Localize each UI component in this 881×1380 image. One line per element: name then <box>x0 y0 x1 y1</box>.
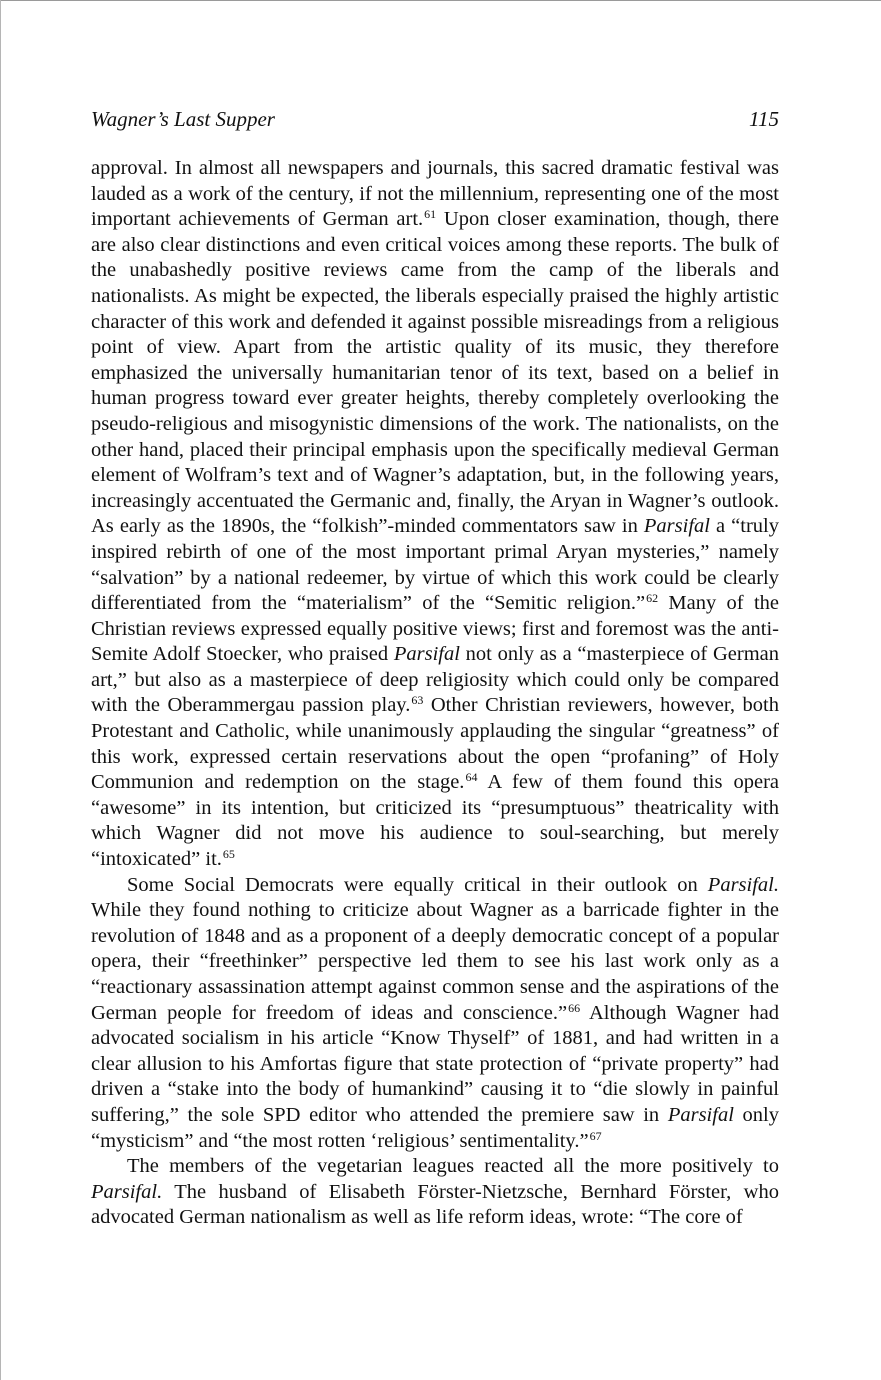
text-run: not only as a “masterpiece of German art,” but also as a masterpiece of deep religiosity which could only be compared with the Oberammergau passion play. <box>91 643 779 717</box>
running-title: Wagner’s Last Supper <box>91 107 275 131</box>
text-run: Although Wagner had advocated socialism in his article “Know Thyself” of 1881, and had written in a clear allusion to his Amfortas figure that state protection of “private property” had driven a “stake into the body of humankind” causing it to “die slowly in painful suffering,” the sole SPD editor who attended the premiere saw in <box>91 1001 779 1126</box>
italic-title: Parsifal. <box>707 873 779 896</box>
body-text <box>91 156 779 1231</box>
footnote-ref-63: 63 <box>411 693 424 708</box>
italic-title: Parsifal <box>393 643 460 666</box>
footnote-ref-64: 64 <box>465 770 478 785</box>
footnote-ref-66: 66 <box>568 1000 581 1015</box>
text-run: The members of the vegetarian leagues reacted all the more positively to <box>127 1155 779 1178</box>
text-run: a “truly inspired rebirth of one of the most important primal Aryan mysteries,” namely “salvation” by a national redeemer, by virtue of which this work could be clearly differentiated from the “materialism” of the “Semitic religion.” <box>91 515 779 615</box>
text-run: A few of them found this opera “awesome” in its intention, but criticized its “presumptuous” theatricality with which Wagner did not move his audience to soul-searching, but merely “intoxicated” it. <box>91 771 779 871</box>
text-run: approval. In almost all newspapers and journals, this sacred dramatic festival was lauded as a work of the century, if not the millennium, representing one of the most important achievements of German art. <box>91 157 779 231</box>
footnote-ref-65: 65 <box>222 847 235 862</box>
paragraph-3 <box>91 1154 779 1231</box>
footnote-ref-67: 67 <box>589 1128 602 1143</box>
footnote-ref-61: 61 <box>424 207 437 222</box>
text-run: While they found nothing to criticize about Wagner as a barricade fighter in the revolution of 1848 and as a proponent of a deeply democratic concept of a popular opera, their “freethinker” perspective led them to see his last work only as a “reactionary assassination attempt against common sense and the aspirations of the German people for freedom of ideas and conscience.” <box>91 899 779 1024</box>
paragraph-1 <box>91 156 779 873</box>
text-run: Some Social Democrats were equally critical in their outlook on <box>127 873 708 896</box>
page-number: 115 <box>749 107 779 131</box>
footnote-ref-62: 62 <box>646 591 659 606</box>
paragraph-2 <box>91 873 779 1155</box>
text-run: The husband of Elisabeth Förster-Nietzsche, Bernhard Förster, who advocated German nationalism as well as life reform ideas, wrote: “The core of <box>91 1180 779 1229</box>
italic-title: Parsifal <box>643 515 710 538</box>
italic-title: Parsifal <box>667 1103 734 1126</box>
text-run: only “mysticism” and “the most rotten ‘religious’ sentimentality.” <box>91 1103 779 1152</box>
text-run: Upon closer examination, though, there are also clear distinctions and even critical voices among these reports. The bulk of the unabashedly positive reviews came from the camp of the liberals and nationalists. As might be expected, the liberals especially praised the highly artistic character of this work and defended it against possible misreadings from a religious point of view. Apart from the artistic quality of its music, they therefore emphasized the universally humanitarian tenor of its text, based on a belief in human progress toward ever greater heights, thereby completely overlooking the pseudo-religious and misogynistic dimensions of the work. The nationalists, on the other hand, placed their principal emphasis upon the specifically medieval German element of Wolfram’s text and of Wagner’s adaptation, but, in the following years, increasingly accentuated the Germanic and, finally, the Aryan in Wagner’s outlook. As early as the 1890s, the “folkish”-minded commentators saw in <box>91 208 779 538</box>
scan-left-edge <box>0 0 1 1380</box>
text-run: Many of the Christian reviews expressed equally positive views; first and foremost was the anti-Semite Adolf Stoecker, who praised <box>91 592 779 666</box>
scan-top-edge <box>0 0 881 1</box>
text-run: Other Christian reviewers, however, both Protestant and Catholic, while unanimously applauding the singular “greatness” of this work, expressed certain reservations about the open “profaning” of Holy Communion and redemption on the stage. <box>91 694 779 794</box>
running-head <box>91 104 779 134</box>
italic-title: Parsifal. <box>91 1180 163 1203</box>
